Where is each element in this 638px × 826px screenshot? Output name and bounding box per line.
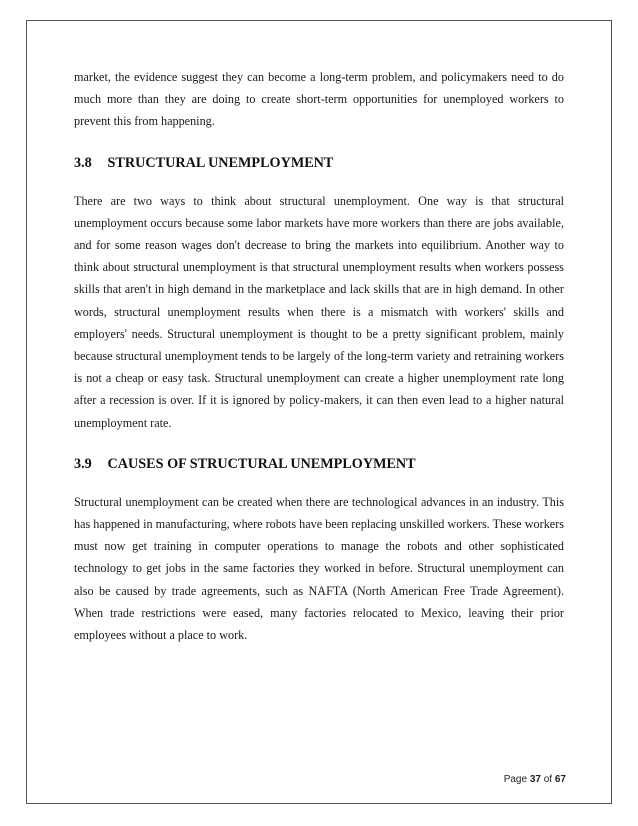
page-content [74,66,564,646]
page-label: Page [503,774,528,785]
section-number: 3.8 [74,154,92,171]
page-footer [504,774,566,785]
of-label: of [543,774,553,785]
section-title: CAUSES OF STRUCTURAL UNEMPLOYMENT [107,455,416,472]
section-heading-3-8 [74,153,564,173]
section-title: STRUCTURAL UNEMPLOYMENT [107,154,334,171]
total-pages: 67 [554,774,566,785]
continuation-paragraph: market, the evidence suggest they can become a long-term problem, and policymakers need to do much more than they are doing to create short-term opportunities for unemployed workers to prevent this from happening. [74,70,564,129]
page-number: 37 [529,774,541,785]
causes-paragraph: Structural unemployment can be created when there are technological advances in an industry. This has happened in manufacturing, where robots have been replacing unskilled workers. These workers must now get training in computer operations to manage the robots and other sophisticated technology to get jobs in the same factories they worked in before. Structural unemployment can also be caused by trade agreements, such as NAFTA (North American Free Trade Agreement). When trade restrictions were eased, many factories relocated to Mexico, leaving their prior employees without a place to work. [74,494,564,643]
section-number: 3.9 [74,455,92,472]
section-heading-3-9 [74,454,564,474]
structural-unemployment-paragraph: There are two ways to think about structural unemployment. One way is that structural unemployment occurs because some labor markets have more workers than there are jobs available, and for some reason wages don't decrease to bring the markets into equilibrium. Another way to think about structural unemployment is that structural unemployment results when workers possess skills that aren't in high demand in the marketplace and lack skills that are in high demand. In other words, structural unemployment results when there is a mismatch with workers' skills and employers' needs. Structural unemployment is thought to be a pretty significant problem, mainly because structural unemployment tends to be largely of the long-term variety and retraining workers is not a cheap or easy task. Structural unemployment can create a higher unemployment rate long after a recession is over. If it is ignored by policy-makers, it can then even lead to a higher natural unemployment rate. [74,193,564,430]
